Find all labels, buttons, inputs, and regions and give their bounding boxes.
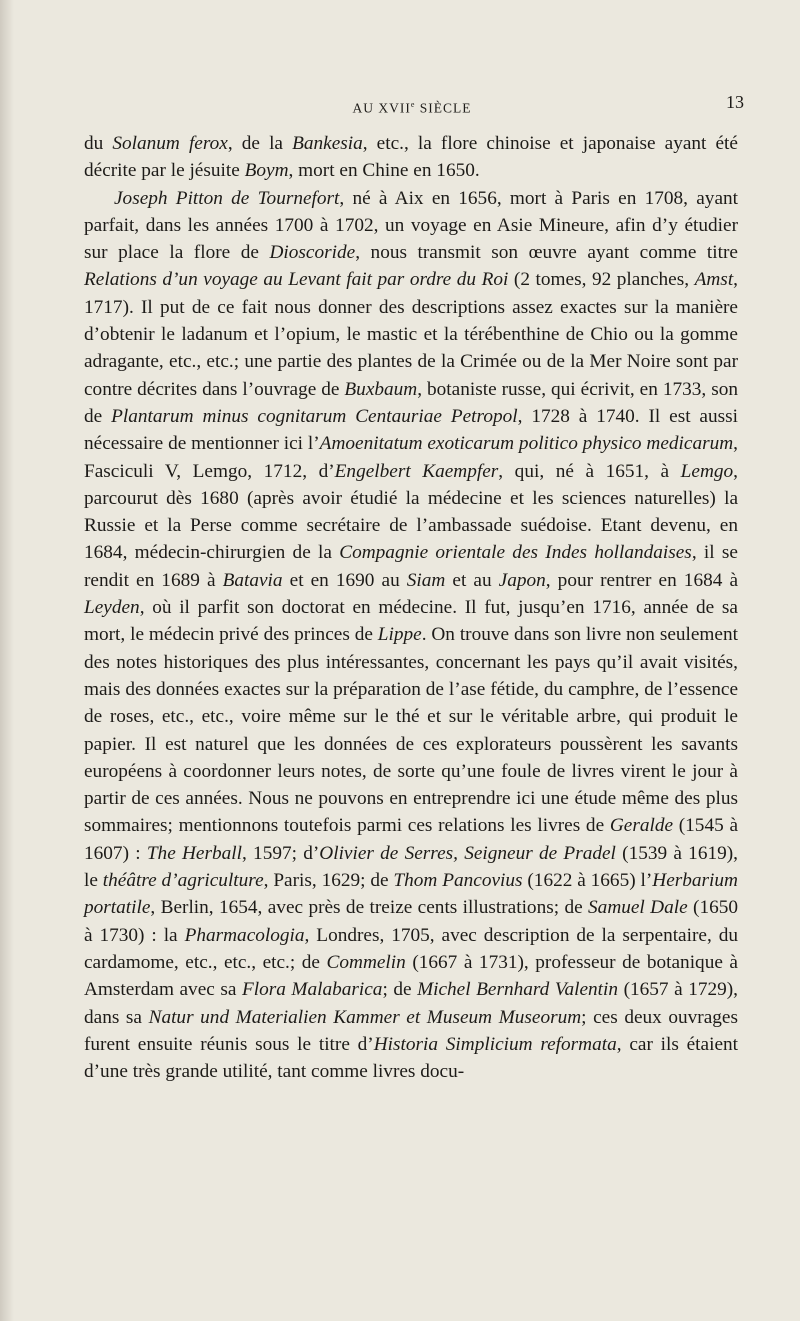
running-head-suffix: SIÈCLE [415, 100, 472, 116]
text-run: , car ils étaient d’une très grande utilité, tant comme livres docu- [84, 1033, 739, 1083]
text-run: (1657 à 1729), dans sa [84, 979, 738, 1028]
text-run: , nous transmit son œuvre ayant comme titre [355, 242, 738, 264]
italic-text: Buxbaum [344, 378, 418, 400]
text-run: , etc., la flore chinoise et japonaise ayant été décrite par le jésuite [84, 133, 738, 182]
text-run: , botaniste russe, qui écrivit, en 1733, son de [84, 378, 738, 427]
text-run: , 1597; d’ [241, 842, 320, 864]
italic-text: Amoenitatum exoticarum politico physico medicarum [319, 433, 734, 455]
text-run: (1539 à 1619), le [84, 842, 738, 892]
italic-text: Siam [406, 569, 446, 591]
text-run: , mort en Chine en 1650. [288, 160, 480, 182]
text-run: (1667 à 1731), professeur de botanique à Amsterdam avec sa [84, 951, 738, 1001]
text-run: , Paris, 1629; de [263, 870, 394, 892]
paragraph [84, 130, 738, 185]
italic-text: Thom Pancovius [393, 870, 523, 892]
italic-text: Commelin [326, 951, 406, 973]
text-run: , de la [227, 133, 293, 154]
running-head-prefix: AU XVII [352, 100, 411, 116]
italic-text: Dioscoride [269, 242, 356, 264]
text-run: , 1728 à 1740. Il est aussi nécessaire de mentionner ici l’ [84, 405, 738, 455]
paragraph [84, 185, 738, 1086]
text-run: , 1717). Il put de ce fait nous donner des descriptions assez exactes sur la manière d’obtenir le ladanum et l’opium, le mastic et la térébenthine de Chio ou la gomme adragante, etc., etc.; une partie des plantes de la Crimée ou de la Mer Noire sont par contre décrites dans l’ouvrage de [84, 269, 738, 400]
italic-text: Geralde [609, 815, 674, 837]
running-head-sup: e [410, 100, 416, 109]
italic-text: Natur und Materialien Kammer et Museum Museorum [148, 1006, 582, 1028]
italic-text: Leyden [84, 597, 140, 619]
italic-text: Engelbert Kaempfer [334, 460, 499, 482]
italic-text: Pharmacologia [184, 924, 305, 946]
page-gutter-shadow [0, 0, 14, 1321]
text-run: ; ces deux ouvrages furent ensuite réunis sous le titre d’ [84, 1006, 738, 1055]
text-run: et au [445, 569, 499, 591]
italic-text: Olivier de Serres, Seigneur de Pradel [319, 842, 616, 864]
italic-text: Compagnie orientale des Indes hollandaises [339, 542, 692, 564]
page-number: 13 [726, 92, 744, 112]
text-run: et en 1690 au [282, 569, 407, 591]
italic-text: Herbarium portatile [84, 870, 738, 919]
running-head [84, 100, 740, 117]
italic-text: Solanum ferox [112, 133, 228, 154]
italic-text: Batavia [222, 569, 283, 591]
text-run: , il se rendit en 1689 à [84, 542, 738, 591]
text-run: , Londres, 1705, avec description de la serpentaire, du cardamome, etc., etc., etc.; de [84, 924, 738, 973]
body-text [84, 130, 738, 1085]
text-run: , Berlin, 1654, avec près de treize cents illustrations; de [150, 897, 589, 919]
text-run: (2 tomes, 92 planches, [508, 269, 695, 291]
text-run: ; de [382, 979, 418, 1001]
text-run: . On trouve dans son livre non seulement des notes historiques des plus intéressantes, concernant les pays qu’il avait visités, mais des données exactes sur la préparation de l’ase fétide, du camphre, de l’essence de roses, etc., etc., voire même sur le thé et sur le véritable arbre, qui produit le papier. Il est naturel que les données de ces explorateurs poussèrent les savants européens à coordonner leurs notes, de sorte qu’une foule de livres virent le jour à partir de ces années. Nous ne pouvons en entreprendre ici une étude même des plus sommaires; mentionnons toutefois parmi ces relations les livres de [84, 624, 738, 837]
text-run: , parcourut dès 1680 (après avoir étudié la médecine et les sciences naturelles) la Russie et la Perse comme secrétaire de l’ambassade suédoise. Etant devenu, en 1684, médecin-chirurgien de la [84, 460, 738, 564]
italic-text: Joseph Pitton de Tournefort [114, 187, 340, 209]
italic-text: Bankesia [292, 133, 363, 154]
italic-text: Lemgo [680, 460, 734, 482]
text-run: , pour rentrer en 1684 à [545, 569, 738, 591]
text-run: , où il parfit son doctorat en médecine. Il fut, jusqu’en 1716, année de sa mort, le médecin privé des princes de [84, 597, 738, 646]
text-run: , qui, né à 1651, à [498, 460, 681, 482]
italic-text: Flora Malabarica [241, 979, 383, 1001]
italic-text: Samuel Dale [588, 897, 688, 919]
italic-text: Boym [244, 160, 289, 182]
italic-text: The Herball [146, 842, 242, 864]
text-run: (1545 à 1607) : [84, 815, 738, 864]
italic-text: Historia Simplicium reformata [373, 1033, 617, 1055]
text-run: , Fasciculi V, Lemgo, 1712, d’ [84, 433, 738, 482]
italic-text: Relations d’un voyage au Levant fait par ordre du Roi [84, 269, 509, 291]
italic-text: théâtre d’agriculture [102, 870, 264, 892]
italic-text: Amst [694, 269, 734, 291]
italic-text: Japon [498, 569, 546, 591]
text-run: , né à Aix en 1656, mort à Paris en 1708, ayant parfait, dans les années 1700 à 1702, un voyage en Asie Mineure, afin d’y étudier sur place la flore de [84, 187, 738, 264]
text-run: (1650 à 1730) : la [84, 897, 739, 946]
text-run: (1622 à 1665) l’ [522, 870, 653, 892]
page-header [84, 88, 744, 118]
italic-text: Plantarum minus cognitarum Centauriae Petropol [111, 405, 518, 427]
italic-text: Michel Bernhard Valentin [417, 979, 619, 1001]
text-run: du [84, 133, 113, 154]
italic-text: Lippe [377, 624, 422, 646]
